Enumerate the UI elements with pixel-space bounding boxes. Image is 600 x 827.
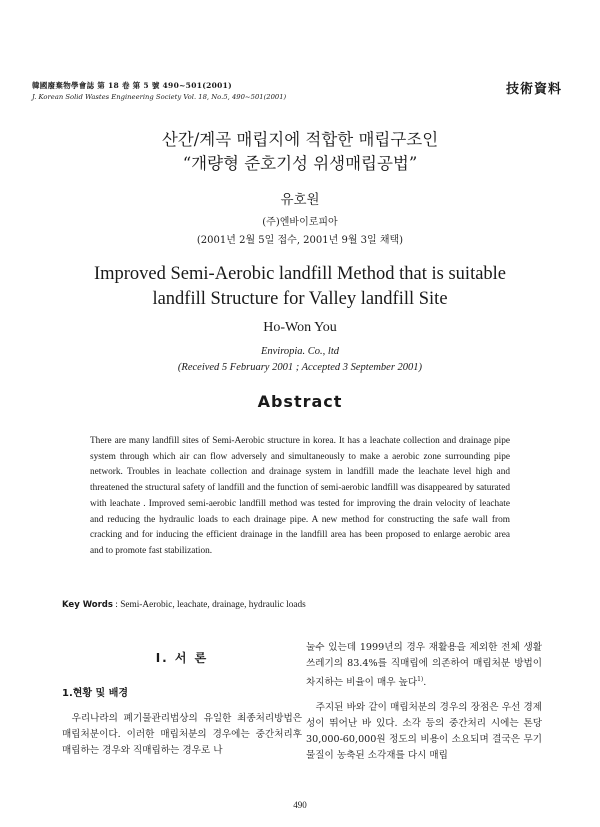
english-dates: (Received 5 February 2001 ; Accepted 3 September 2001) — [177, 362, 423, 373]
abstract-heading: Abstract — [257, 392, 343, 411]
korean-title-line1: 산간/계곡 매립지에 적합한 매립구조인 — [161, 130, 439, 149]
abstract-body: There are many landfill sites of Semi-Aerobic structure in korea. It has a leachate collection and drainage pipe system through which air can flow adversely and simultaneously to make a aerobic zone surrounding pipe network. Troubles in leachate collection and drainage system in landfill made the leachate level high and threatened the structural safety of landfill and the function of semi-aerobic landfill was disappeared by saturated with leachate . Improved semi-aerobic landfill method was tested for improving the drain velocity of leachate and reducing the hydraulic loads to each drainage pipe. A new method for constructing the safe wall from cracking and for inducing the efficient drainage in the landfill area has been proposed to enlarge aerobic area and to promote fast stabilization. — [90, 436, 510, 556]
citation-marker: 1) — [417, 676, 424, 683]
korean-title-line2: “개량형 준호기성 위생매립공법” — [182, 154, 418, 173]
subsection-title: 1.현황 및 배경 — [62, 688, 129, 699]
section-title: Ⅰ. 서 론 — [155, 651, 209, 665]
left-paragraph: 우리나라의 폐기물관리법상의 유일한 최종처리방법은 매립처분이다. 이러한 매립처분의 경우에는 중간처리후 매립하는 경우와 직매립하는 경우로 나 — [62, 713, 302, 756]
right-paragraph-2: 주지된 바와 같이 매립처분의 경우의 장점은 우선 경제성이 뛰어난 바 있다. 소각 등의 중간처리 시에는 톤당 30,000-60,000원 정도의 비용이 소요되며 결국은 무기물질이 농축된 소각재를 다시 매립 — [306, 702, 542, 762]
korean-dates: (2001년 2월 5일 접수, 2001년 9월 3일 채택) — [196, 235, 404, 246]
keywords-text: : Semi-Aerobic, leachate, drainage, hydraulic loads — [115, 600, 306, 610]
left-column — [62, 640, 302, 759]
english-affiliation: Enviropia. Co., ltd — [260, 346, 340, 357]
right-paragraph-1-end: . — [423, 677, 427, 689]
journal-citation-korean: 韓國廢棄物學會誌 第 18 卷 第 5 號 490~501(2001) — [32, 81, 232, 90]
page-number: 490 — [293, 800, 307, 810]
article-category: 技術資料 — [505, 82, 562, 97]
keywords-label: Key Words — [62, 600, 113, 610]
english-title-line2: landfill Structure for Valley landfill Site — [152, 289, 448, 309]
right-paragraph-1 — [306, 640, 542, 691]
keywords — [62, 600, 306, 610]
journal-citation-english: J. Korean Solid Wastes Engineering Society Vol. 18, No.5, 490~501(2001) — [32, 93, 287, 101]
korean-affiliation: (주)엔바이로피아 — [262, 217, 338, 228]
right-paragraph-1-text: 눌수 있는데 1999년의 경우 재활용을 제외한 전체 생활쓰레기의 83.4%를 직매립에 의존하여 매립처분 방법이 차지하는 비율이 매우 높다 — [306, 642, 542, 689]
english-title — [0, 262, 600, 312]
english-title-line1: Improved Semi-Aerobic landfill Method that is suitable — [93, 264, 507, 284]
journal-citation — [32, 80, 286, 101]
korean-title — [0, 128, 600, 176]
english-author: Ho-Won You — [263, 320, 337, 335]
right-column — [306, 640, 542, 764]
korean-author: 유호원 — [280, 192, 320, 208]
